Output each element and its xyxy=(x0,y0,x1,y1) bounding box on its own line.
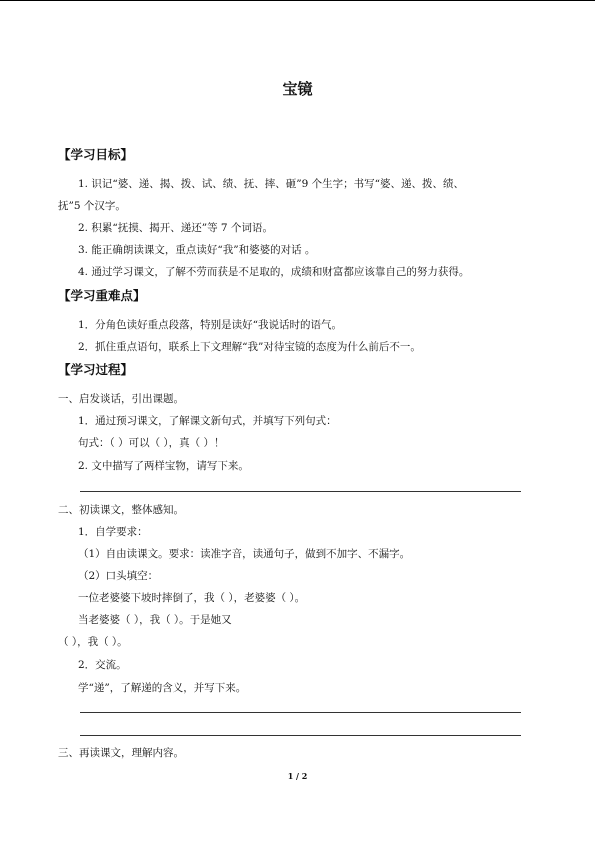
part2-req2: （2）口头填空： xyxy=(78,570,159,582)
answer-line xyxy=(80,735,521,736)
part3-title: 三、再读课文，理解内容。 xyxy=(58,747,184,759)
part2-req1: （1）自由读课文。要求：读准字音，读通句子，做到不加字、不漏字。 xyxy=(78,548,411,560)
goals-heading: 【学习目标】 xyxy=(58,147,134,162)
goal-item-2: 2. 积累“抚摸、揭开、递还”等 7 个词语。 xyxy=(78,222,273,234)
process-heading: 【学习过程】 xyxy=(58,362,134,377)
keypoint-item-1: 1．分角色读好重点段落，特别是读好“我说话时的语气。 xyxy=(78,319,343,331)
goal-item-1: 1. 识记“婆、递、揭、拨、试、绩、抚、摔、砸”9 个生字；书写“婆、递、拨、绩、 xyxy=(78,178,464,190)
goal-item-1-cont: 抚”5 个汉字。 xyxy=(58,200,126,212)
part1-q2: 2. 文中描写了两样宝物，请写下来。 xyxy=(78,460,249,472)
part1-title: 一、启发谈话，引出课题。 xyxy=(58,393,184,405)
part1-q1: 1．通过预习课文，了解课文新句式，并填写下列句式： xyxy=(78,415,337,427)
part2-fill2: 当老婆婆（ ），我（ ）。于是她又 xyxy=(78,614,232,626)
keypoint-item-2: 2．抓住重点语句，联系上下文理解“我”对待宝镜的态度为什么前后不一。 xyxy=(78,341,421,353)
part2-fill1: 一位老婆婆下坡时摔倒了，我（ ），老婆婆（ ）。 xyxy=(78,592,306,604)
page-number: 1 / 2 xyxy=(287,771,308,781)
part2-q2: 2．交流。 xyxy=(78,659,127,671)
part1-pattern: 句式：（ ）可以（ ），真（ ）！ xyxy=(78,437,225,449)
page-title: 宝镜 xyxy=(282,80,313,98)
goal-item-3: 3. 能正确朗读课文，重点读好“我”和婆婆的对话 。 xyxy=(78,244,316,256)
part2-q1: 1．自学要求： xyxy=(78,526,148,538)
part2-fill3: （ ），我（ ）。 xyxy=(58,636,128,648)
part2-title: 二、初读课文，整体感知。 xyxy=(58,504,184,516)
goal-item-4: 4. 通过学习课文，了解不劳而获是不足取的，成绩和财富都应该靠自己的努力获得。 xyxy=(78,266,470,278)
part2-q3: 学“递”，了解递的含义，并写下来。 xyxy=(78,682,247,694)
keypoints-heading: 【学习重难点】 xyxy=(58,288,146,303)
top-border xyxy=(0,0,595,1)
answer-line xyxy=(80,491,521,492)
answer-line xyxy=(80,712,521,713)
